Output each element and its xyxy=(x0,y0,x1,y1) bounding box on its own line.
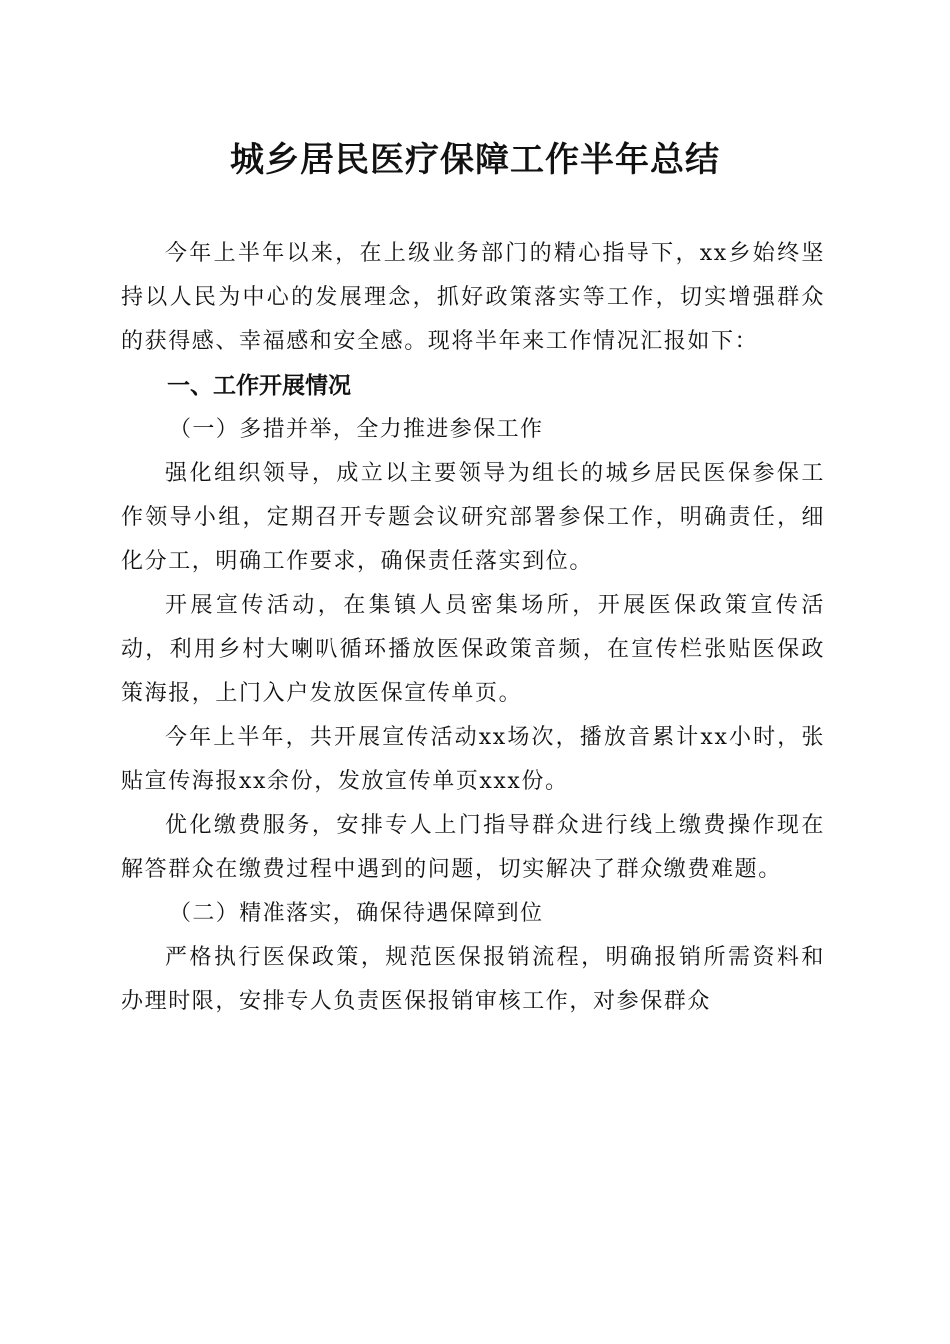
intro-paragraph: 今年上半年以来，在上级业务部门的精心指导下，xx乡始终坚持以人民为中心的发展理念，抓好政策落实等工作，切实增强群众的获得感、幸福感和安全感。现将半年来工作情况汇报如下： xyxy=(121,241,825,354)
document-body xyxy=(121,232,825,1024)
paragraph-publicity-stats: 今年上半年，共开展宣传活动xx场次，播放音累计xx小时，张贴宣传海报xx余份，发放宣传单页xxx份。 xyxy=(121,725,825,794)
document-title: 城乡居民医疗保障工作半年总结 xyxy=(230,140,720,180)
section-heading-work-progress: 一、工作开展情况 xyxy=(167,373,351,399)
paragraph-publicity: 开展宣传活动，在集镇人员密集场所，开展医保政策宣传活动，利用乡村大喇叭循环播放医保政策音频，在宣传栏张贴医保政策海报，上门入户发放医保宣传单页。 xyxy=(121,593,825,706)
paragraph-organization: 强化组织领导，成立以主要领导为组长的城乡居民医保参保工作领导小组，定期召开专题会议研究部署参保工作，明确责任，细化分工，明确工作要求，确保责任落实到位。 xyxy=(121,461,825,574)
paragraph-payment-service: 优化缴费服务，安排专人上门指导群众进行线上缴费操作现在解答群众在缴费过程中遇到的问题，切实解决了群众缴费难题。 xyxy=(121,813,825,882)
paragraph-policy-execution: 严格执行医保政策，规范医保报销流程，明确报销所需资料和办理时限，安排专人负责医保报销审核工作，对参保群众 xyxy=(121,945,825,1014)
subsection-heading-enrollment: （一）多措并举，全力推进参保工作 xyxy=(169,417,544,442)
subsection-heading-benefits: （二）精准落实，确保待遇保障到位 xyxy=(169,901,544,926)
